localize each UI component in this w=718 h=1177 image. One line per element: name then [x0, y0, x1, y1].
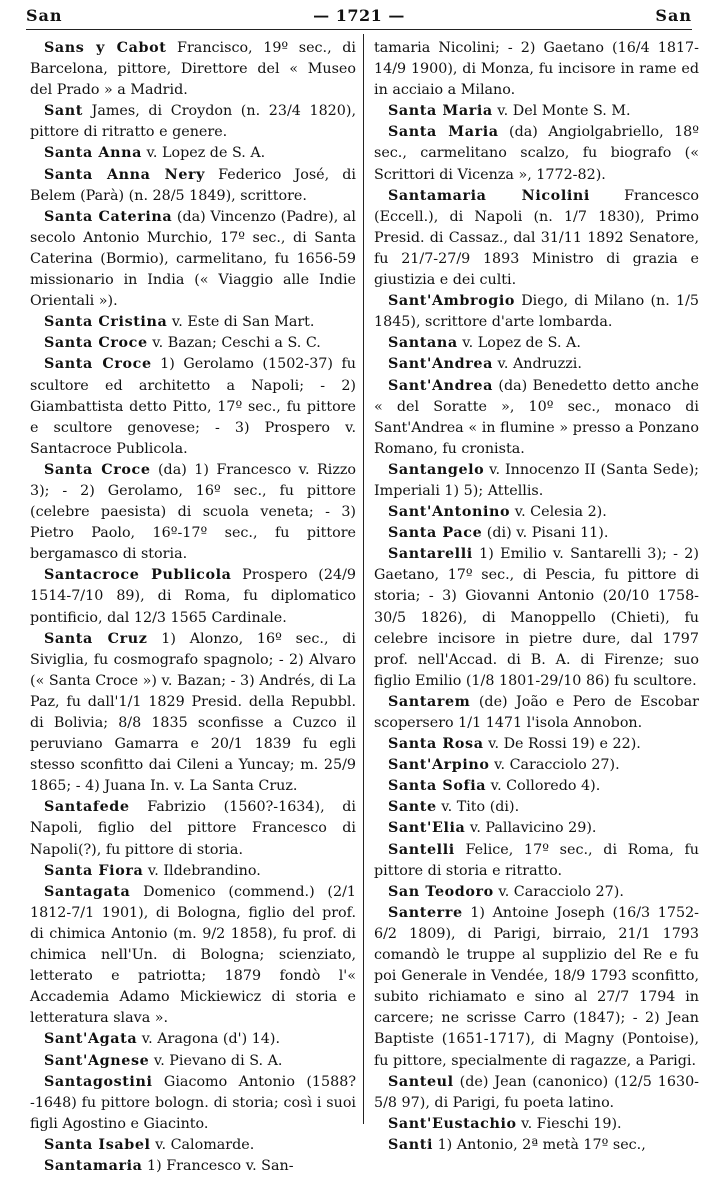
entry-text: v. Caracciolo 27). — [493, 883, 624, 900]
entry-headword: Santa Sofia — [388, 778, 487, 795]
entry-headword: Sant'Ambrogio — [388, 293, 516, 310]
entry-headword: Sant'Elia — [388, 820, 466, 837]
entry-headword: Santelli — [388, 841, 455, 858]
entry-text: v. Colloredo 4). — [486, 778, 601, 795]
entry-headword: Santeul — [388, 1073, 454, 1090]
dictionary-entry — [374, 903, 699, 1072]
entry-text: v. Calomarde. — [150, 1136, 255, 1153]
dictionary-entry — [374, 755, 699, 776]
entry-headword: Santamaria Nicolini — [388, 187, 590, 204]
dictionary-entry — [374, 692, 699, 734]
entry-headword: Santafede — [44, 799, 130, 816]
dictionary-entry — [30, 207, 356, 312]
dictionary-entry — [374, 354, 699, 375]
entry-text: Federico José, di Belem (Parà) (n. 28/5 1849), scrittore. — [30, 166, 356, 204]
dictionary-entry — [30, 1135, 356, 1156]
entry-text: (de) João e Pero de Escobar scopersero 1/1 1471 l'isola Annobon. — [374, 693, 699, 731]
entry-text: (da) Angiolgabriello, 18º sec., carmelitano scalzo, fu biografo (« Scrittori di Vicenza », 1772-82). — [374, 124, 699, 183]
dictionary-entry — [374, 544, 699, 692]
dictionary-entry — [30, 882, 356, 1030]
entry-text: (da) 1) Francesco v. Rizzo 3); - 2) Gerolamo, 16º sec., fu pittore (celebre paesista) di scuola veneta; - 3) Pietro Paolo, 16º-17º sec., fu pittore bergamasco di storia. — [30, 461, 356, 563]
entry-headword: Santa Anna Nery — [44, 166, 206, 183]
dictionary-entry — [374, 460, 699, 502]
column-divider — [363, 34, 364, 1124]
entry-headword: Santa Croce — [44, 335, 148, 352]
entry-headword: Santa Cristina — [44, 314, 168, 331]
entry-headword: Santa Cruz — [44, 630, 148, 647]
entry-text: (di) v. Pisani 11). — [482, 525, 609, 542]
dictionary-entry — [374, 734, 699, 755]
entry-headword: Santa Caterina — [44, 208, 173, 225]
entry-text: v. Andruzzi. — [492, 356, 582, 373]
dictionary-entry — [30, 460, 356, 565]
entry-text: 1) Francesco v. San- — [142, 1157, 294, 1174]
entry-text: tamaria Nicolini; - 2) Gaetano (16/4 1817-14/9 1900), di Monza, fu incisore in rame ed in acciaio a Milano. — [374, 40, 699, 99]
entry-headword: Santa Croce — [44, 461, 151, 478]
entry-text: v. Del Monte S. M. — [492, 103, 631, 120]
header-right-word: San — [655, 5, 692, 25]
entry-headword: Santa Croce — [44, 356, 152, 373]
dictionary-entry — [30, 333, 356, 354]
entry-headword: Santa Fiora — [44, 862, 144, 879]
entry-headword: Santana — [388, 335, 458, 352]
entry-text: Felice, 17º sec., di Roma, fu pittore di storia e ritratto. — [374, 841, 699, 879]
entry-text: 1) Gerolamo (1502-37) fu scultore ed architetto a Napoli; - 2) Giambattista detto Pitto, 17º sec., fu pittore e scultore genovese; - 3) Prospero v. Santacroce Publicola. — [30, 356, 356, 457]
dictionary-entry — [30, 797, 356, 860]
page-number: — 1721 — — [313, 5, 405, 25]
entry-headword: Sante — [388, 799, 437, 816]
entry-text: v. Aragona (d') 14). — [137, 1031, 281, 1048]
header-rule — [26, 29, 692, 30]
dictionary-entry — [30, 565, 356, 628]
dictionary-entry — [30, 629, 356, 798]
entry-headword: Santangelo — [388, 461, 485, 478]
entry-headword: Santacroce Publicola — [44, 567, 232, 584]
dictionary-entry — [30, 165, 356, 207]
entry-text: v. Tito (di). — [436, 799, 520, 816]
entry-headword: Santarelli — [388, 546, 473, 563]
header-left-word: San — [26, 5, 63, 25]
dictionary-entry — [374, 1114, 699, 1135]
dictionary-entry — [30, 1156, 356, 1177]
entry-headword: Santerre — [388, 904, 463, 921]
dictionary-entry — [374, 333, 699, 354]
dictionary-entry — [374, 840, 699, 882]
dictionary-entry — [30, 38, 356, 101]
dictionary-entry — [374, 101, 699, 122]
entry-headword: Santa Anna — [44, 145, 142, 162]
dictionary-entry — [374, 291, 699, 333]
dictionary-entry — [30, 1029, 356, 1050]
entry-text: v. Lopez de S. A. — [141, 145, 266, 162]
entry-headword: Sant'Andrea — [388, 356, 493, 373]
dictionary-entry — [374, 797, 699, 818]
entry-text: 1) Alonzo, 16º sec., di Siviglia, fu cosmografo spagnolo; - 2) Alvaro (« Santa Croce ») v. Bazan; - 3) Andrés, di La Paz, fu dall'1/1 1829 Presid. della Repubbl. di Bolivia; 8/8 1835 sconfisse a Cuzco il peruviano Gamarra e 20/1 1839 fu egli stesso sconfitto dai Cileni a Yuncay; m. 25/9 1865; - 4) Juana In. v. La Santa Cruz. — [30, 630, 356, 795]
dictionary-entry — [30, 143, 356, 164]
entry-text: v. Bazan; Ceschi a S. C. — [147, 335, 321, 352]
dictionary-entry — [374, 1072, 699, 1114]
entry-headword: Sant'Andrea — [388, 377, 493, 394]
entry-headword: Sant'Arpino — [388, 757, 490, 774]
entry-text: v. Lopez de S. A. — [457, 335, 581, 352]
entry-text: Diego, di Milano (n. 1/5 1845), scrittore d'arte lombarda. — [374, 293, 699, 331]
dictionary-entry — [30, 312, 356, 333]
dictionary-entry — [374, 38, 699, 101]
entry-text: v. Caracciolo 27). — [489, 757, 620, 774]
entry-headword: San Teodoro — [388, 883, 494, 900]
entry-text: (da) Vincenzo (Padre), al secolo Antonio Murchio, 17º sec., di Santa Caterina (Bormio), carmelitano, fu 1656-59 missionario in India (« Viaggio alle Indie Orientali »). — [30, 208, 356, 310]
entry-headword: Santa Isabel — [44, 1136, 151, 1153]
entry-text: James, di Croydon (n. 23/4 1820), pittore di ritratto e genere. — [30, 103, 356, 141]
entry-text: 1) Antoine Joseph (16/3 1752-6/2 1809), di Parigi, birraio, 21/1 1793 comandò le truppe al supplizio del Re e fu poi Generale in Vendée, 18/9 1793 sconfitto, subito richiamato e sino al 27/7 1794 in carcere; ne scrisse Carro (1847); - 2) Jean Baptiste (1651-1717), di Magny (Pontoise), fu pittore, specialmente di ragazze, a Parigi. — [374, 904, 699, 1069]
entry-text: Fabrizio (1560?-1634), di Napoli, figlio del pittore Francesco di Napoli(?), fu pittore di storia. — [30, 799, 356, 858]
dictionary-entry — [30, 861, 356, 882]
entry-text: v. Pallavicino 29). — [465, 820, 597, 837]
entry-text: 1) Antonio, 2ª metà 17º sec., — [433, 1136, 646, 1153]
entry-headword: Santi — [388, 1136, 434, 1153]
dictionary-entry — [30, 101, 356, 143]
page-header — [26, 3, 692, 27]
entry-headword: Santagostini — [44, 1073, 153, 1090]
entry-text: Francisco, 19º sec., di Barcelona, pittore, Direttore del « Museo del Prado » a Madrid. — [30, 40, 356, 99]
entry-headword: Santa Rosa — [388, 736, 484, 753]
entry-headword: Santa Pace — [388, 525, 483, 542]
dictionary-entry — [374, 523, 699, 544]
entry-headword: Santa Maria — [388, 103, 493, 120]
dictionary-entry — [30, 1051, 356, 1072]
entry-headword: Sant'Eustachio — [388, 1115, 517, 1132]
entry-headword: Sans y Cabot — [44, 40, 167, 56]
dictionary-entry — [30, 1072, 356, 1135]
dictionary-entry — [374, 502, 699, 523]
right-column — [374, 38, 700, 1153]
entry-text: v. De Rossi 19) e 22). — [483, 736, 641, 753]
entry-text: 1) Emilio v. Santarelli 3); - 2) Gaetano, 17º sec., di Pescia, fu pittore di storia; - 3) Giovanni Antonio (20/10 1758-30/5 1826), di Manoppello (Chieti), fu celebre incisore in pietre dure, dal 1797 prof. nell'Accad. di B. A. di Firenze; suo figlio Emilio (1/8 1801-29/10 86) fu scultore. — [374, 546, 699, 689]
entry-headword: Sant'Agnese — [44, 1052, 150, 1069]
entry-text: v. Fieschi 19). — [516, 1115, 622, 1132]
dictionary-entry — [374, 186, 699, 291]
entry-headword: Sant'Agata — [44, 1031, 138, 1048]
dictionary-entry — [374, 122, 699, 185]
entry-text: Prospero (24/9 1514-7/10 89), di Roma, fu diplomatico pontificio, dal 12/3 1565 Cardinale. — [30, 567, 356, 626]
entry-headword: Sant'Antonino — [388, 504, 511, 521]
entry-text: Francesco (Eccell.), di Napoli (n. 1/7 1830), Primo Presid. di Cassaz., dal 31/11 1892 Senatore, fu 21/7-27/9 1893 Ministro di grazia e giustizia e dei culti. — [374, 187, 700, 289]
entry-text: v. Celesia 2). — [510, 504, 607, 521]
dictionary-entry — [374, 1135, 699, 1156]
entry-text: (da) Benedetto detto anche « del Soratte », 10º sec., monaco di Sant'Andrea « in flumine » presso a Ponzano Romano, fu cronista. — [374, 377, 699, 457]
dictionary-entry — [374, 882, 699, 903]
entry-text: v. Pievano di S. A. — [149, 1052, 283, 1069]
entry-headword: Santamaria — [44, 1157, 143, 1174]
left-column — [30, 38, 356, 1174]
entry-headword: Santa Maria — [388, 124, 499, 141]
entry-text: v. Este di San Mart. — [167, 314, 315, 331]
dictionary-entry — [30, 354, 356, 459]
entry-text: (de) Jean (canonico) (12/5 1630-5/8 97), di Parigi, fu poeta latino. — [374, 1073, 699, 1111]
entry-headword: Sant — [44, 103, 83, 120]
entry-text: v. Innocenzo II (Santa Sede); Imperiali 1) 5); Attellis. — [374, 461, 699, 499]
dictionary-entry — [374, 818, 699, 839]
dictionary-entry — [374, 376, 699, 460]
entry-text: Giacomo Antonio (1588?-1648) fu pittore bologn. di storia; così i suoi figli Agostino e Giacinto. — [30, 1073, 356, 1132]
dictionary-entry — [374, 776, 699, 797]
entry-headword: Santarem — [388, 693, 471, 710]
entry-text: v. Ildebrandino. — [143, 862, 261, 879]
entry-headword: Santagata — [44, 883, 131, 900]
entry-text: Domenico (commend.) (2/1 1812-7/1 1901), di Bologna, figlio del prof. di chimica Antonio (m. 9/2 1858), fu prof. di chimica nell'Un. di Bologna; scienziato, letterato e patriotta; 1879 fondò l'« Accademia Adamo Mickiewicz di storia e letteratura slava ». — [30, 883, 356, 1027]
